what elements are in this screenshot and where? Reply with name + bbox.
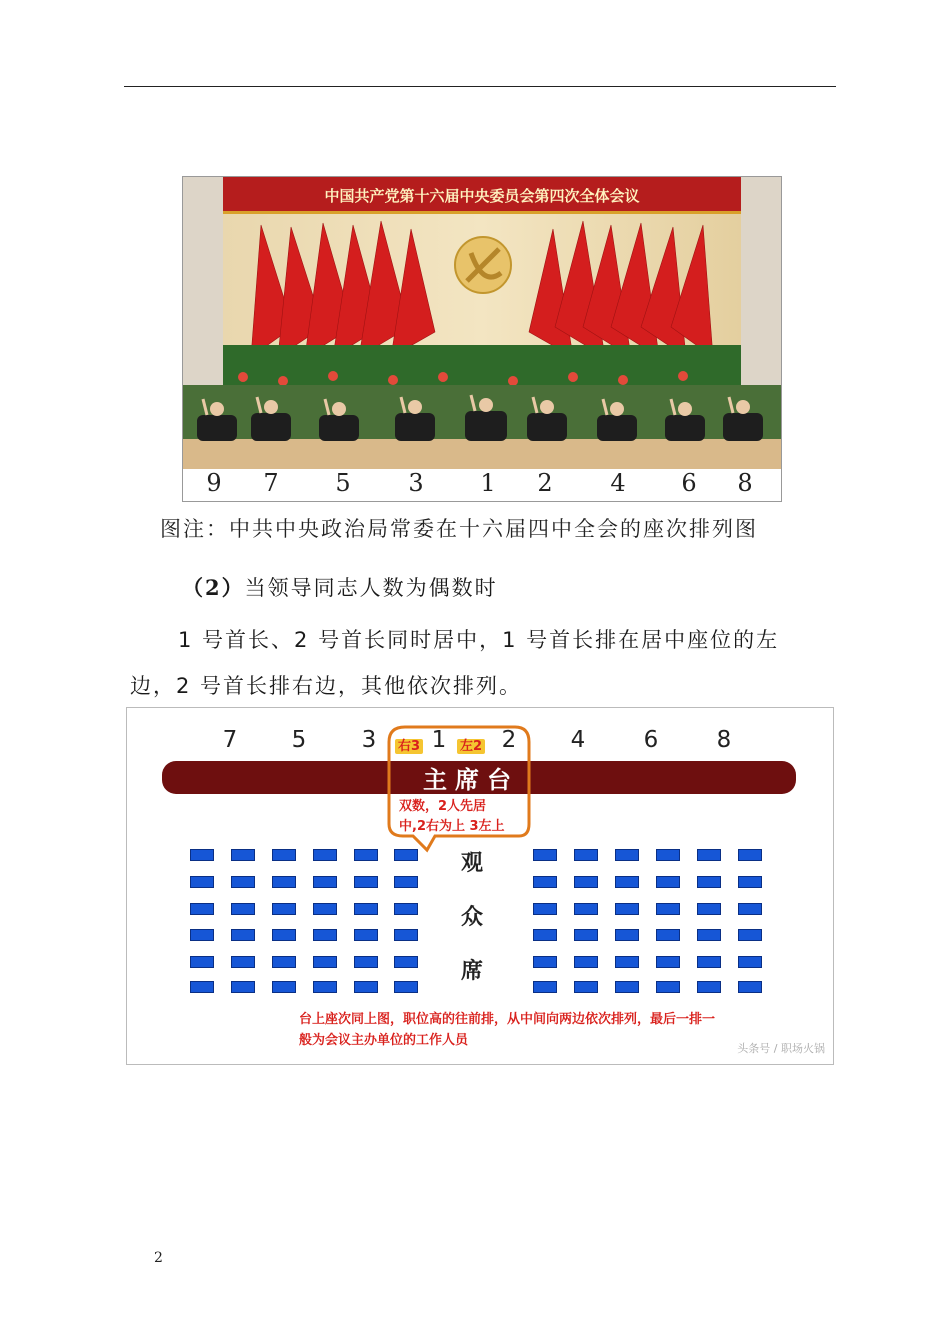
audience-seat	[272, 956, 296, 968]
audience-seat	[656, 929, 680, 941]
audience-seat	[313, 956, 337, 968]
watermark: 头条号 / 职场火锅	[737, 1042, 825, 1055]
diagram-seat-number: 7	[222, 727, 238, 753]
audience-seat	[697, 981, 721, 993]
photo-seat-number: 4	[610, 469, 626, 497]
meeting-photo-image	[183, 177, 781, 469]
audience-seat	[354, 849, 378, 861]
audience-seat	[394, 956, 418, 968]
audience-seat	[656, 981, 680, 993]
diagram-seat-number: 5	[291, 727, 307, 753]
diagram-seat-number: 6	[643, 727, 659, 753]
audience-seat	[272, 981, 296, 993]
audience-seat	[574, 956, 598, 968]
audience-seat	[574, 929, 598, 941]
audience-seat	[394, 849, 418, 861]
audience-seat	[656, 876, 680, 888]
audience-seat	[394, 929, 418, 941]
photo-seat-number: 2	[537, 469, 553, 497]
audience-seat	[272, 929, 296, 941]
audience-seat	[272, 876, 296, 888]
body-paragraph	[130, 617, 836, 709]
diagram-seat-number: 3	[361, 727, 377, 753]
audience-seat	[313, 903, 337, 915]
diagram-seat-number: 8	[716, 727, 732, 753]
page-number: 2	[154, 1250, 163, 1266]
audience-seat	[615, 981, 639, 993]
audience-seat	[738, 956, 762, 968]
audience-seat	[354, 929, 378, 941]
audience-seat	[354, 903, 378, 915]
audience-seat	[394, 903, 418, 915]
photo-caption: 图注：中共中央政治局常委在十六届四中全会的座次排列图	[160, 517, 758, 541]
audience-seat	[394, 981, 418, 993]
audience-seat	[738, 903, 762, 915]
photo-seat-number: 5	[335, 469, 351, 497]
audience-seat	[533, 956, 557, 968]
callout-text-line: 双数，2人先居	[399, 799, 487, 814]
tag-left-2: 左2	[457, 735, 485, 754]
audience-seat	[231, 876, 255, 888]
paragraph-line: 边，2 号首长排右边，其他依次排列。	[130, 674, 523, 698]
audience-seat	[615, 929, 639, 941]
audience-seat	[190, 903, 214, 915]
audience-seat	[354, 981, 378, 993]
audience-seat	[615, 849, 639, 861]
audience-seat	[190, 956, 214, 968]
audience-seat	[697, 849, 721, 861]
audience-seat	[533, 876, 557, 888]
photo-banner-text: 中国共产党第十六届中央委员会第四次全体会议	[324, 187, 640, 205]
audience-seat	[574, 849, 598, 861]
audience-seat	[190, 876, 214, 888]
audience-seat	[190, 981, 214, 993]
audience-seat	[313, 849, 337, 861]
audience-seat	[574, 903, 598, 915]
audience-seat	[313, 876, 337, 888]
audience-seat	[231, 981, 255, 993]
diagram-seat-number: 4	[570, 727, 586, 753]
diagram-seat-number: 2	[501, 727, 517, 753]
audience-seat	[738, 929, 762, 941]
audience-seat	[190, 929, 214, 941]
meeting-photo	[182, 176, 782, 502]
audience-seat	[231, 903, 255, 915]
photo-seat-number: 7	[263, 469, 279, 497]
audience-seat	[272, 903, 296, 915]
audience-seat	[656, 849, 680, 861]
paragraph-line: 1 号首长、2 号首长同时居中，1 号首长排在居中座位的左	[178, 628, 780, 652]
audience-seat	[394, 876, 418, 888]
audience-label-char: 席	[461, 958, 484, 984]
audience-seat	[738, 849, 762, 861]
stage-label: 主席台	[423, 766, 519, 794]
audience-seat	[272, 849, 296, 861]
audience-seat	[354, 876, 378, 888]
audience-seat	[533, 849, 557, 861]
subheading-text: 当领导同志人数为偶数时	[244, 576, 498, 600]
audience-seat	[697, 929, 721, 941]
photo-seat-number: 1	[480, 469, 496, 497]
audience-seat	[533, 903, 557, 915]
diagram-bottom-note: 台上座次同上图，职位高的往前排，从中间向两边依次排列，最后一排一般为会议主办单位的工作人员	[299, 1012, 716, 1048]
photo-seat-number: 9	[206, 469, 222, 497]
audience-seat	[615, 956, 639, 968]
audience-label-char: 观	[461, 850, 484, 876]
callout-text-line: 中,2右为上 3左上	[399, 819, 505, 834]
audience-seat	[354, 956, 378, 968]
audience-seat	[533, 981, 557, 993]
audience-seat	[190, 849, 214, 861]
audience-seat	[574, 876, 598, 888]
section-subheading	[182, 572, 498, 602]
audience-seat	[231, 849, 255, 861]
diagram-seat-number: 1	[431, 727, 447, 753]
audience-seat	[697, 876, 721, 888]
photo-seat-number: 3	[408, 469, 424, 497]
audience-seat	[231, 929, 255, 941]
audience-seat	[313, 929, 337, 941]
audience-seat	[533, 929, 557, 941]
audience-seat	[615, 903, 639, 915]
audience-seat	[738, 981, 762, 993]
audience-seat	[615, 876, 639, 888]
audience-seat	[574, 981, 598, 993]
subheading-number: （2）	[182, 575, 245, 600]
audience-seat	[231, 956, 255, 968]
photo-seat-numbers	[183, 469, 781, 501]
audience-seat	[656, 903, 680, 915]
audience-seat	[656, 956, 680, 968]
audience-seat	[313, 981, 337, 993]
audience-seat	[697, 903, 721, 915]
audience-seat	[697, 956, 721, 968]
seating-diagram	[126, 707, 834, 1065]
audience-label-char: 众	[461, 904, 484, 930]
tag-right-3: 右3	[395, 735, 423, 754]
audience-seat	[738, 876, 762, 888]
photo-seat-number: 6	[681, 469, 697, 497]
header-rule	[124, 86, 836, 87]
photo-seat-number: 8	[737, 469, 753, 497]
